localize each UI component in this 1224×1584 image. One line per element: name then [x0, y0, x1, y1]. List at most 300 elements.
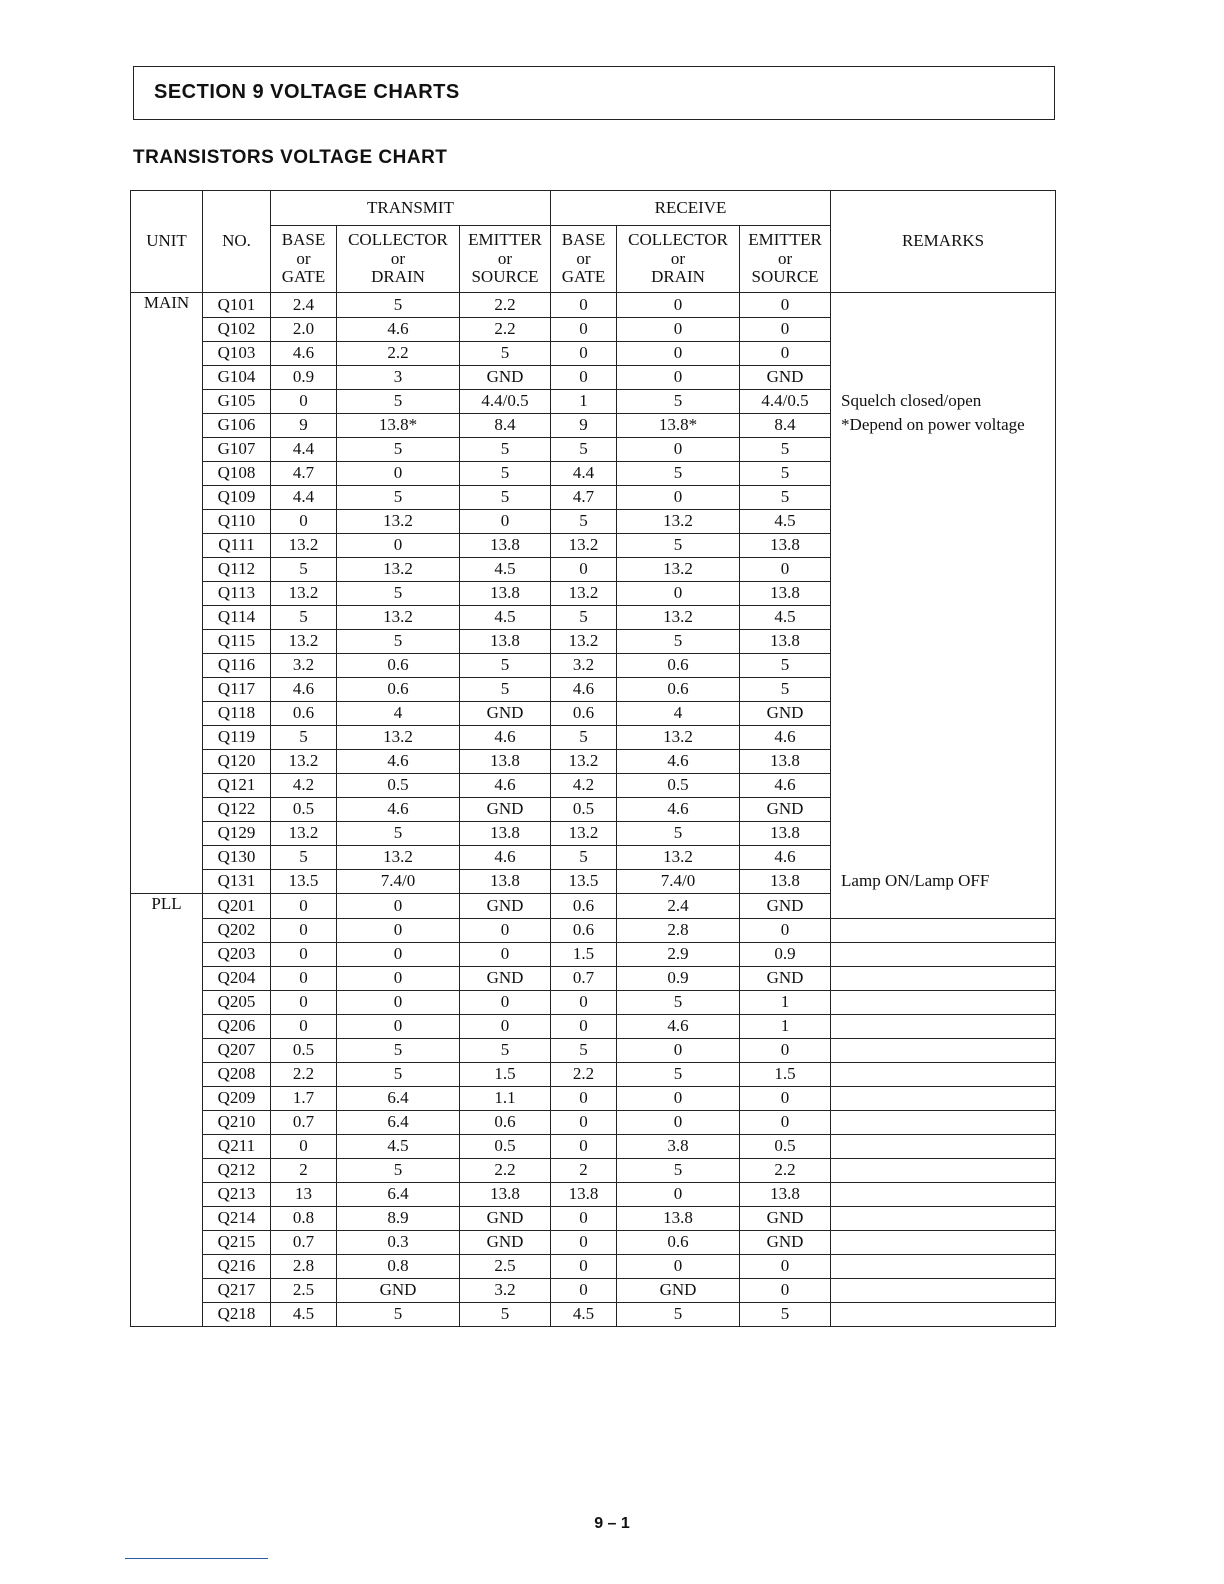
receive-collector-value: 13.2 [617, 510, 740, 534]
receive-collector-value: 0 [617, 1111, 740, 1135]
table-row [131, 846, 1056, 870]
receive-base-value: 13.2 [551, 582, 617, 606]
remarks-cell: *Depend on power voltage [831, 414, 1056, 438]
unit-cell [131, 582, 203, 606]
receive-base-value: 0 [551, 1231, 617, 1255]
receive-emitter-value: 2.2 [740, 1159, 831, 1183]
table-row [131, 630, 1056, 654]
unit-cell [131, 342, 203, 366]
transistor-number: Q111 [203, 534, 271, 558]
table-row [131, 1231, 1056, 1255]
transmit-base-value: 2.2 [271, 1063, 337, 1087]
transmit-emitter-value: 1.1 [460, 1087, 551, 1111]
unit-cell [131, 1039, 203, 1063]
transmit-base-value: 2.8 [271, 1255, 337, 1279]
transmit-base-value: 5 [271, 726, 337, 750]
transmit-base-value: 4.6 [271, 342, 337, 366]
transistor-number: Q113 [203, 582, 271, 606]
transmit-emitter-value: GND [460, 1207, 551, 1231]
receive-emitter-value: 0.5 [740, 1135, 831, 1159]
header-receive-collector: COLLECTOR or DRAIN [617, 226, 740, 293]
transmit-collector-value: 2.2 [337, 342, 460, 366]
table-row [131, 894, 1056, 919]
receive-base-value: 1.5 [551, 943, 617, 967]
transmit-base-value: 2.0 [271, 318, 337, 342]
remarks-cell [831, 366, 1056, 390]
transmit-emitter-value: 5 [460, 438, 551, 462]
transistor-number: G106 [203, 414, 271, 438]
transmit-emitter-value: 0 [460, 991, 551, 1015]
remarks-cell [831, 1207, 1056, 1231]
transmit-emitter-value: 4.6 [460, 774, 551, 798]
transmit-emitter-value: 5 [460, 342, 551, 366]
footer-rule [125, 1558, 268, 1559]
transmit-base-value: 0.8 [271, 1207, 337, 1231]
receive-collector-value: 5 [617, 1063, 740, 1087]
table-row [131, 438, 1056, 462]
unit-cell [131, 919, 203, 943]
transistor-number: Q204 [203, 967, 271, 991]
transmit-collector-value: 13.2 [337, 558, 460, 582]
receive-collector-value: 4.6 [617, 1015, 740, 1039]
transmit-emitter-value: 2.5 [460, 1255, 551, 1279]
remarks-cell [831, 1135, 1056, 1159]
receive-emitter-value: 0 [740, 1111, 831, 1135]
transmit-emitter-value: 3.2 [460, 1279, 551, 1303]
header-transmit-collector: COLLECTOR or DRAIN [337, 226, 460, 293]
transmit-collector-value: 0.8 [337, 1255, 460, 1279]
table-row [131, 1255, 1056, 1279]
table-row [131, 1135, 1056, 1159]
transmit-emitter-value: 0 [460, 943, 551, 967]
receive-base-value: 13.2 [551, 630, 617, 654]
transistor-number: Q215 [203, 1231, 271, 1255]
receive-collector-value: 3.8 [617, 1135, 740, 1159]
unit-cell [131, 1159, 203, 1183]
transmit-emitter-value: 0 [460, 510, 551, 534]
transmit-base-value: 9 [271, 414, 337, 438]
unit-cell [131, 846, 203, 870]
receive-base-value: 4.7 [551, 486, 617, 510]
transmit-collector-value: 0 [337, 462, 460, 486]
transistor-number: Q211 [203, 1135, 271, 1159]
receive-base-value: 5 [551, 726, 617, 750]
transmit-collector-value: 6.4 [337, 1111, 460, 1135]
table-row [131, 293, 1056, 318]
unit-cell [131, 967, 203, 991]
receive-emitter-value: 8.4 [740, 414, 831, 438]
transmit-collector-value: 4.6 [337, 798, 460, 822]
receive-collector-value: 5 [617, 390, 740, 414]
table-row [131, 366, 1056, 390]
remarks-cell [831, 846, 1056, 870]
table-row [131, 510, 1056, 534]
unit-cell [131, 1279, 203, 1303]
transistor-number: Q131 [203, 870, 271, 894]
table-row [131, 1063, 1056, 1087]
unit-cell [131, 774, 203, 798]
remarks-cell [831, 1063, 1056, 1087]
receive-collector-value: 5 [617, 630, 740, 654]
transmit-emitter-value: 0 [460, 1015, 551, 1039]
transmit-base-value: 0 [271, 510, 337, 534]
receive-base-value: 5 [551, 510, 617, 534]
transmit-emitter-value: 13.8 [460, 582, 551, 606]
transistor-number: Q217 [203, 1279, 271, 1303]
table-row [131, 678, 1056, 702]
remarks-cell [831, 534, 1056, 558]
receive-base-value: 5 [551, 606, 617, 630]
receive-emitter-value: 5 [740, 462, 831, 486]
transmit-base-value: 0 [271, 991, 337, 1015]
transmit-emitter-value: GND [460, 702, 551, 726]
unit-cell [131, 943, 203, 967]
transmit-emitter-value: 4.4/0.5 [460, 390, 551, 414]
transmit-collector-value: 5 [337, 293, 460, 318]
transmit-collector-value: 4 [337, 702, 460, 726]
receive-collector-value: 0 [617, 486, 740, 510]
transmit-collector-value: 13.2 [337, 726, 460, 750]
remarks-cell [831, 678, 1056, 702]
transmit-emitter-value: 4.6 [460, 846, 551, 870]
transmit-base-value: 4.4 [271, 438, 337, 462]
transmit-base-value: 2.4 [271, 293, 337, 318]
receive-base-value: 13.2 [551, 822, 617, 846]
transistor-number: Q214 [203, 1207, 271, 1231]
receive-emitter-value: 5 [740, 438, 831, 462]
receive-base-value: 0.7 [551, 967, 617, 991]
receive-collector-value: 0 [617, 1255, 740, 1279]
transmit-emitter-value: 5 [460, 678, 551, 702]
receive-emitter-value: 0 [740, 318, 831, 342]
transmit-collector-value: 4.6 [337, 318, 460, 342]
unit-cell [131, 1135, 203, 1159]
receive-collector-value: 0.6 [617, 678, 740, 702]
header-remarks: REMARKS [831, 191, 1056, 293]
table-row [131, 726, 1056, 750]
table-row [131, 822, 1056, 846]
receive-collector-value: 13.8 [617, 1207, 740, 1231]
unit-cell [131, 1063, 203, 1087]
receive-emitter-value: GND [740, 1207, 831, 1231]
receive-collector-value: 0 [617, 318, 740, 342]
receive-collector-value: 4.6 [617, 798, 740, 822]
transmit-emitter-value: GND [460, 798, 551, 822]
transistor-number: Q218 [203, 1303, 271, 1327]
unit-cell [131, 870, 203, 894]
transmit-collector-value: 13.2 [337, 510, 460, 534]
transmit-base-value: 0 [271, 1015, 337, 1039]
unit-cell [131, 1303, 203, 1327]
unit-cell [131, 1231, 203, 1255]
table-row [131, 582, 1056, 606]
receive-collector-value: 7.4/0 [617, 870, 740, 894]
transmit-emitter-value: 13.8 [460, 870, 551, 894]
transmit-collector-value: 0 [337, 1015, 460, 1039]
transmit-emitter-value: 5 [460, 1303, 551, 1327]
receive-base-value: 3.2 [551, 654, 617, 678]
receive-base-value: 0 [551, 342, 617, 366]
remarks-cell [831, 438, 1056, 462]
remarks-cell [831, 486, 1056, 510]
transistor-number: Q103 [203, 342, 271, 366]
transistor-number: Q121 [203, 774, 271, 798]
transmit-base-value: 1.7 [271, 1087, 337, 1111]
receive-emitter-value: 0 [740, 342, 831, 366]
transmit-collector-value: 5 [337, 1303, 460, 1327]
unit-cell [131, 558, 203, 582]
remarks-cell [831, 774, 1056, 798]
chart-title: TRANSISTORS VOLTAGE CHART [133, 147, 448, 168]
unit-cell [131, 678, 203, 702]
remarks-cell [831, 894, 1056, 919]
receive-collector-value: 2.4 [617, 894, 740, 919]
table-row [131, 1159, 1056, 1183]
table-row [131, 1087, 1056, 1111]
transmit-collector-value: 5 [337, 438, 460, 462]
table-row [131, 702, 1056, 726]
transmit-collector-value: 0.6 [337, 654, 460, 678]
receive-emitter-value: 0.9 [740, 943, 831, 967]
receive-collector-value: 13.8* [617, 414, 740, 438]
receive-base-value: 5 [551, 1039, 617, 1063]
receive-collector-value: 5 [617, 1303, 740, 1327]
transmit-collector-value: 3 [337, 366, 460, 390]
receive-collector-value: 13.2 [617, 558, 740, 582]
remarks-cell [831, 1183, 1056, 1207]
remarks-cell: Squelch closed/open [831, 390, 1056, 414]
remarks-cell [831, 991, 1056, 1015]
receive-emitter-value: 1.5 [740, 1063, 831, 1087]
transistor-number: Q118 [203, 702, 271, 726]
remarks-cell [831, 318, 1056, 342]
transmit-emitter-value: 0.5 [460, 1135, 551, 1159]
transistor-number: Q216 [203, 1255, 271, 1279]
remarks-cell [831, 1015, 1056, 1039]
remarks-cell [831, 654, 1056, 678]
receive-emitter-value: 13.8 [740, 582, 831, 606]
table-row [131, 486, 1056, 510]
transistor-number: Q129 [203, 822, 271, 846]
receive-emitter-value: 0 [740, 1087, 831, 1111]
receive-base-value: 0 [551, 1279, 617, 1303]
transmit-emitter-value: 2.2 [460, 293, 551, 318]
transistor-number: G107 [203, 438, 271, 462]
transmit-collector-value: 5 [337, 630, 460, 654]
remarks-cell [831, 630, 1056, 654]
transmit-collector-value: 0.5 [337, 774, 460, 798]
receive-base-value: 0 [551, 366, 617, 390]
receive-collector-value: 0.6 [617, 1231, 740, 1255]
receive-emitter-value: 4.5 [740, 606, 831, 630]
transmit-emitter-value: 13.8 [460, 1183, 551, 1207]
transmit-collector-value: 0 [337, 919, 460, 943]
unit-cell [131, 702, 203, 726]
table-row [131, 870, 1056, 894]
receive-base-value: 0.6 [551, 919, 617, 943]
transistor-number: Q101 [203, 293, 271, 318]
transistor-number: Q114 [203, 606, 271, 630]
transmit-collector-value: 0 [337, 991, 460, 1015]
unit-cell [131, 462, 203, 486]
transmit-base-value: 13.2 [271, 630, 337, 654]
transistor-number: Q109 [203, 486, 271, 510]
transistor-number: Q207 [203, 1039, 271, 1063]
receive-emitter-value: 4.5 [740, 510, 831, 534]
transistor-number: Q119 [203, 726, 271, 750]
receive-base-value: 5 [551, 846, 617, 870]
unit-cell [131, 486, 203, 510]
table-row [131, 1111, 1056, 1135]
receive-emitter-value: 5 [740, 678, 831, 702]
table-row [131, 390, 1056, 414]
transmit-emitter-value: GND [460, 1231, 551, 1255]
receive-base-value: 2.2 [551, 1063, 617, 1087]
remarks-cell [831, 726, 1056, 750]
transmit-base-value: 0 [271, 919, 337, 943]
transmit-base-value: 0 [271, 894, 337, 919]
transmit-collector-value: 6.4 [337, 1183, 460, 1207]
remarks-cell [831, 342, 1056, 366]
transmit-emitter-value: 13.8 [460, 750, 551, 774]
unit-cell [131, 414, 203, 438]
unit-cell: MAIN [131, 293, 203, 318]
unit-cell [131, 438, 203, 462]
receive-emitter-value: 0 [740, 1255, 831, 1279]
receive-base-value: 13.2 [551, 534, 617, 558]
remarks-cell [831, 1111, 1056, 1135]
receive-emitter-value: 13.8 [740, 630, 831, 654]
receive-emitter-value: 0 [740, 293, 831, 318]
transmit-emitter-value: GND [460, 967, 551, 991]
receive-collector-value: 0 [617, 1039, 740, 1063]
transistor-number: Q120 [203, 750, 271, 774]
transmit-collector-value: 5 [337, 390, 460, 414]
unit-cell [131, 1015, 203, 1039]
transistor-number: Q110 [203, 510, 271, 534]
receive-collector-value: 0 [617, 1183, 740, 1207]
receive-emitter-value: 0 [740, 558, 831, 582]
receive-emitter-value: GND [740, 366, 831, 390]
remarks-cell [831, 1279, 1056, 1303]
receive-base-value: 13.2 [551, 750, 617, 774]
receive-collector-value: 5 [617, 462, 740, 486]
transmit-base-value: 13 [271, 1183, 337, 1207]
header-unit: UNIT [131, 191, 203, 293]
table-row [131, 318, 1056, 342]
section-header-box [133, 66, 1055, 120]
transistor-number: Q112 [203, 558, 271, 582]
receive-base-value: 0 [551, 1255, 617, 1279]
receive-base-value: 0 [551, 1207, 617, 1231]
receive-base-value: 13.5 [551, 870, 617, 894]
table-row [131, 534, 1056, 558]
transmit-collector-value: 13.8* [337, 414, 460, 438]
receive-collector-value: 0 [617, 342, 740, 366]
transmit-base-value: 4.5 [271, 1303, 337, 1327]
receive-collector-value: 13.2 [617, 846, 740, 870]
transmit-emitter-value: 5 [460, 1039, 551, 1063]
receive-collector-value: 2.8 [617, 919, 740, 943]
transmit-collector-value: 13.2 [337, 846, 460, 870]
transmit-emitter-value: 0.6 [460, 1111, 551, 1135]
table-row [131, 1207, 1056, 1231]
transmit-base-value: 0.5 [271, 798, 337, 822]
unit-cell [131, 630, 203, 654]
transmit-collector-value: 5 [337, 1063, 460, 1087]
transmit-collector-value: 5 [337, 1159, 460, 1183]
transistor-number: Q108 [203, 462, 271, 486]
transmit-base-value: 0.7 [271, 1111, 337, 1135]
transmit-emitter-value: 13.8 [460, 630, 551, 654]
transistor-number: G105 [203, 390, 271, 414]
table-row [131, 919, 1056, 943]
transmit-collector-value: 0.6 [337, 678, 460, 702]
transmit-collector-value: 5 [337, 486, 460, 510]
receive-base-value: 0.5 [551, 798, 617, 822]
transistor-number: G104 [203, 366, 271, 390]
receive-base-value: 4.2 [551, 774, 617, 798]
transistor-number: Q117 [203, 678, 271, 702]
transistor-number: Q122 [203, 798, 271, 822]
receive-collector-value: 0.6 [617, 654, 740, 678]
table-row [131, 1039, 1056, 1063]
transistor-number: Q210 [203, 1111, 271, 1135]
unit-cell [131, 1087, 203, 1111]
transmit-emitter-value: 5 [460, 486, 551, 510]
receive-collector-value: GND [617, 1279, 740, 1303]
receive-emitter-value: 0 [740, 919, 831, 943]
transmit-base-value: 0 [271, 390, 337, 414]
header-receive-base: BASE or GATE [551, 226, 617, 293]
receive-base-value: 0 [551, 293, 617, 318]
header-transmit: TRANSMIT [271, 191, 551, 226]
transistor-number: Q206 [203, 1015, 271, 1039]
transmit-base-value: 0 [271, 1135, 337, 1159]
remarks-cell [831, 1159, 1056, 1183]
receive-emitter-value: 13.8 [740, 534, 831, 558]
header-no: NO. [203, 191, 271, 293]
transistor-number: Q203 [203, 943, 271, 967]
transmit-base-value: 13.2 [271, 750, 337, 774]
transmit-emitter-value: 13.8 [460, 822, 551, 846]
unit-cell [131, 534, 203, 558]
transistor-number: Q213 [203, 1183, 271, 1207]
receive-collector-value: 13.2 [617, 726, 740, 750]
unit-cell [131, 1255, 203, 1279]
transmit-collector-value: 6.4 [337, 1087, 460, 1111]
transmit-collector-value: GND [337, 1279, 460, 1303]
remarks-cell [831, 606, 1056, 630]
table-row [131, 991, 1056, 1015]
receive-base-value: 0 [551, 1015, 617, 1039]
receive-collector-value: 0 [617, 1087, 740, 1111]
transmit-collector-value: 5 [337, 822, 460, 846]
transmit-emitter-value: 2.2 [460, 318, 551, 342]
transmit-base-value: 13.2 [271, 822, 337, 846]
unit-cell [131, 1183, 203, 1207]
transmit-collector-value: 0 [337, 943, 460, 967]
transmit-base-value: 0 [271, 943, 337, 967]
receive-base-value: 0 [551, 558, 617, 582]
receive-emitter-value: GND [740, 702, 831, 726]
transmit-collector-value: 13.2 [337, 606, 460, 630]
receive-base-value: 0 [551, 1087, 617, 1111]
receive-emitter-value: 0 [740, 1279, 831, 1303]
transmit-emitter-value: 0 [460, 919, 551, 943]
receive-base-value: 5 [551, 438, 617, 462]
unit-cell [131, 822, 203, 846]
